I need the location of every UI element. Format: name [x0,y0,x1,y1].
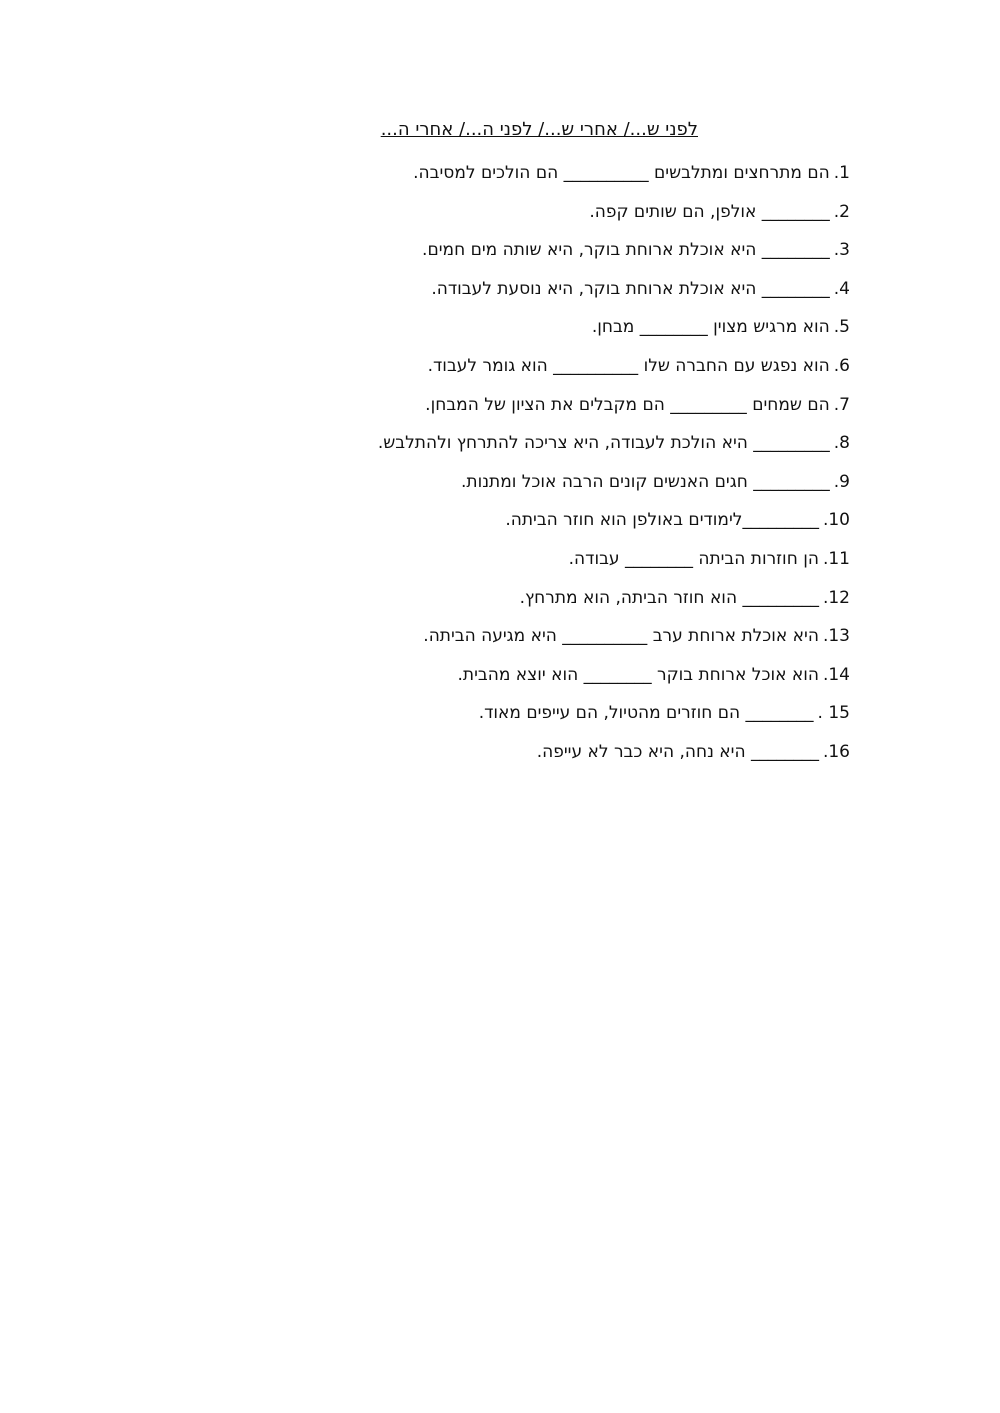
exercise-item [150,277,850,316]
item-sentence: הן חוזרות הביתה ________ עבודה. [568,548,819,569]
item-sentence: _________ חגים האנשים קונים הרבה אוכל ומתנות. [461,471,830,492]
item-number: 4. [833,278,850,299]
exercise-item [150,315,850,354]
exercise-item [150,624,850,663]
item-number: 2. [833,201,850,222]
exercise-item [150,238,850,277]
item-sentence: ________ הם חוזרים מהטיול, הם עייפים מאוד. [478,703,814,724]
worksheet-title: לפני ש.../ אחרי ש.../ לפני ה.../ אחרי ה... [380,119,698,140]
item-sentence: ________ היא אוכלת ארוחת בוקר, היא שותה מים חמים. [422,240,830,261]
exercise-item [150,200,850,239]
item-sentence: הוא מרגיש מצוין ________ מבחן. [591,317,830,338]
exercise-item [150,663,850,702]
item-sentence: הם שמחים _________ הם מקבלים את הציון של המבחן. [425,394,830,415]
item-number: 7. [833,394,850,415]
exercise-item [150,740,850,779]
item-number: 3. [833,240,850,261]
item-number: 11. [822,548,850,569]
item-number: 6. [833,355,850,376]
exercise-item [150,161,850,200]
item-sentence: ________ אולפן, הם שותים קפה. [589,201,830,222]
item-number: 8. [833,433,850,454]
item-number: 9. [833,471,850,492]
item-number: 13. [822,626,850,647]
item-sentence: הוא אוכל ארוחת בוקר ________ הוא יוצא מהבית. [457,664,819,685]
item-number: 5. [833,317,850,338]
exercise-item [150,431,850,470]
exercise-item [150,547,850,586]
item-number: 1. [833,163,850,183]
exercise-item [150,701,850,740]
item-sentence: הם מתרחצים ומתלבשים __________ הם הולכים למסיבה. [413,163,830,183]
exercise-item [150,354,850,393]
item-number: 15 . [817,703,850,724]
item-sentence: _________ הוא חוזר הביתה, הוא מתרחץ. [519,587,819,608]
item-sentence: ________ היא נחה, היא כבר לא עייפה. [536,741,819,762]
exercise-item [150,470,850,509]
item-sentence: _________ היא הולכת לעבודה, היא צריכה להתרחץ ולהתלבש. [377,433,830,454]
item-number: 16. [822,741,850,762]
item-number: 12. [822,587,850,608]
item-sentence: היא אוכלת ארוחת ערב __________ היא מגיעה הביתה. [423,626,819,647]
item-sentence: ________ היא אוכלת ארוחת בוקר, היא נוסעת לעבודה. [431,278,830,299]
item-number: 14. [822,664,850,685]
exercise-list [150,161,850,779]
exercise-item [150,508,850,547]
exercise-item [150,586,850,625]
item-number: 10. [822,510,850,531]
exercise-item [150,393,850,432]
item-sentence: הוא נפגש עם החברה שלו __________ הוא גומר לעבוד. [427,355,830,376]
item-sentence: _________לימודים באולפן הוא חוזר הביתה. [505,510,819,531]
